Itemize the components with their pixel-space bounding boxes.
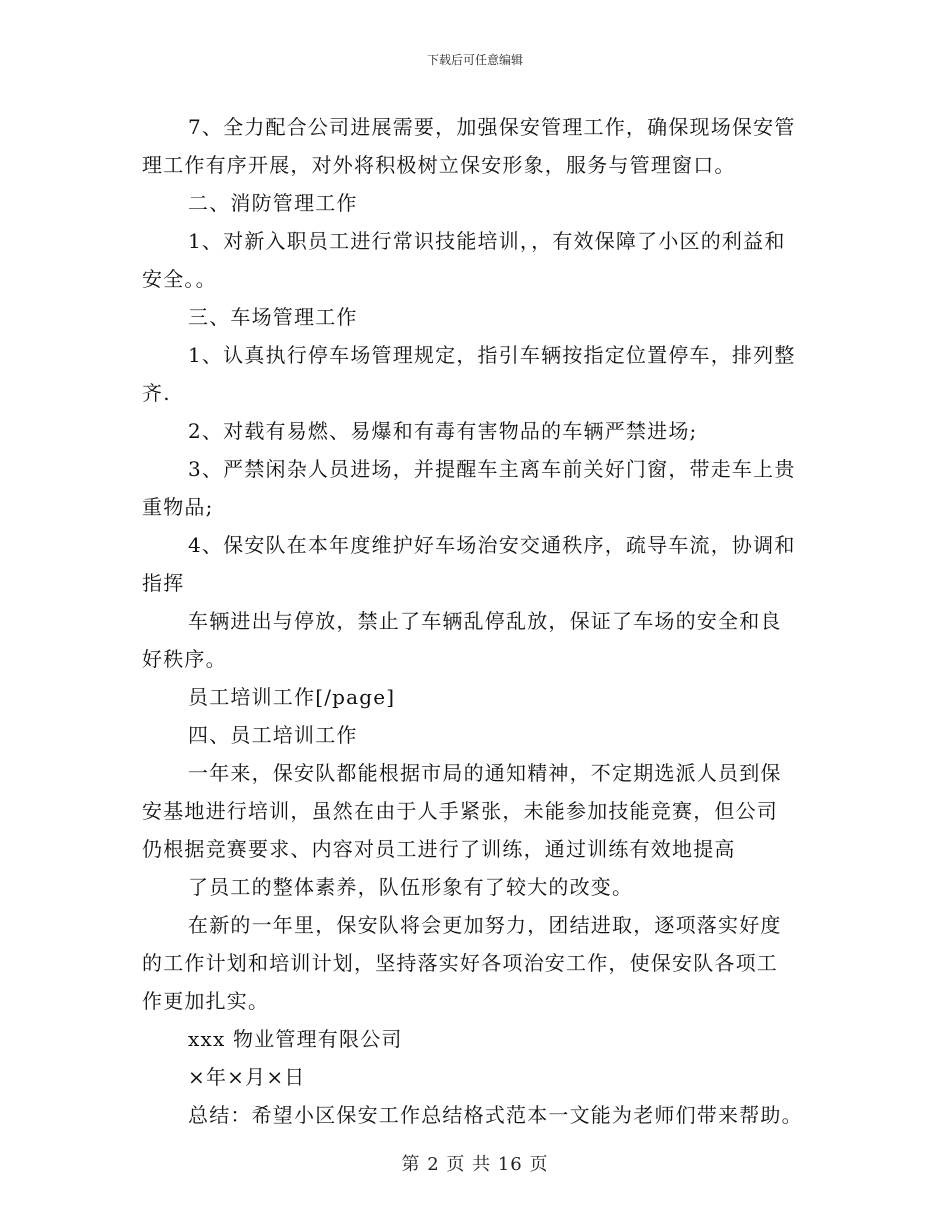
- paragraph-line: 在新的一年里，保安队将会更加努力，团结进取，逐项落实好度: [188, 913, 782, 937]
- section-heading: 四、员工培训工作: [188, 723, 358, 747]
- paragraph-line: 1、对新入职员工进行常识技能培训，，有效保障了小区的利益和: [188, 229, 786, 253]
- paragraph-line: 指挥: [142, 571, 185, 595]
- paragraph-line: 安全。。: [142, 267, 217, 291]
- paragraph-line: 2、对载有易燃、易爆和有毒有害物品的车辆严禁进场;: [188, 419, 698, 443]
- summary-line: 总结：希望小区保安工作总结格式范本一文能为老师们带来帮助。: [188, 1103, 803, 1127]
- paragraph-line: 一年来，保安队都能根据市局的通知精神，不定期选派人员到保: [188, 761, 782, 785]
- paragraph-line: 车辆进出与停放，禁止了车辆乱停乱放，保证了车场的安全和良: [188, 609, 782, 633]
- paragraph-line: 齐.: [142, 381, 171, 405]
- paragraph-line: 1、认真执行停车场管理规定，指引车辆按指定位置停车，排列整: [188, 343, 796, 367]
- page-header: 下载后可任意编辑: [426, 53, 523, 67]
- document-body: [142, 108, 822, 1134]
- paragraph-line: 好秩序。: [142, 647, 227, 671]
- paragraph-line: 安基地进行培训，虽然在由于人手紧张，未能参加技能竞赛，但公司: [142, 799, 778, 823]
- paragraph-line: 理工作有序开展，对外将积极树立保安形象，服务与管理窗口。: [142, 153, 736, 177]
- signature-date: ×年×月×日: [188, 1065, 306, 1089]
- paragraph-line: 的工作计划和培训计划，坚持落实好各项治安工作，使保安队各项工: [142, 951, 778, 975]
- page-number: 第 2 页 共 16 页: [401, 1154, 549, 1175]
- signature-company: xxx 物业管理有限公司: [188, 1027, 403, 1051]
- paragraph-line: 作更加扎实。: [142, 989, 270, 1013]
- section-heading: 二、消防管理工作: [188, 191, 358, 215]
- paragraph-line: 了员工的整体素养，队伍形象有了较大的改变。: [188, 875, 634, 899]
- paragraph-line: 3、严禁闲杂人员进场，并提醒车主离车前关好门窗，带走车上贵: [188, 457, 796, 481]
- paragraph-line: 7、全力配合公司进展需要，加强保安管理工作，确保现场保安管: [188, 115, 796, 139]
- paragraph-line: 员工培训工作[/page]: [188, 685, 396, 709]
- paragraph-line: 仍根据竞赛要求、内容对员工进行了训练，通过训练有效地提高: [142, 837, 736, 861]
- paragraph-line: 4、保安队在本年度维护好车场治安交通秩序，疏导车流，协调和: [188, 533, 796, 557]
- section-heading: 三、车场管理工作: [188, 305, 358, 329]
- paragraph-line: 重物品;: [142, 495, 214, 519]
